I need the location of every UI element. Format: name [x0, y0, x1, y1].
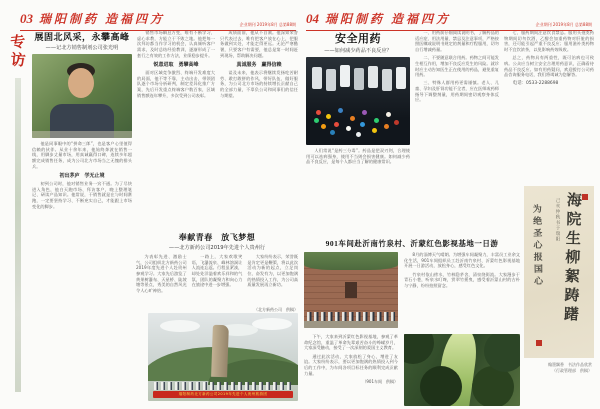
- portrait-face-shape: [68, 68, 94, 98]
- safety-article-subtitle: ——如何减少药品不良反应？: [324, 48, 392, 54]
- interview-paragraph: 销售市场瞬息万变，唯有不断学习、虚心求教，方能立于不败之地。他把每一次拜访都当作学习的机会，认真倾听客户需求，及时总结经验教训，逐渐形成了一套行之有效的工作方法，业绩稳步提升。: [137, 30, 215, 58]
- page-03: [8, 10, 298, 402]
- group-photo-monument: [148, 313, 298, 401]
- workshop-paragraph: 通过此次活动，大家放松了身心，增进了友谊。大家纷纷表示，要以更加饱满的热情投入到今后的工作中，为车间各项目标任务的顺利完成贡献力量。: [304, 353, 398, 376]
- margin-calligraphy-char: 访: [9, 52, 27, 70]
- safety-paragraph: 三、特殊人群用药更需谨慎。老人、儿童、孕妇及肝肾功能不全者，应在医师或药师指导下调整剂量，用药期间密切观察身体反应。: [415, 80, 499, 103]
- trip-paragraph: 大家纷纷表示，荣誉既是肯定更是鞭策，将以此次活动为新的起点，立足岗位、奋发有为，以更加饱满的热情投入工作，为公司高质量发展再立新功。: [247, 254, 298, 288]
- safety-paragraph: 总之，药物具有两重性，既可治病也可致病。公众应当树立安全合理用药意识，正确看待药品不良反应。如有用药疑问，欢迎拨打公司药品咨询服务电话，我们将竭诚为您解答。: [504, 55, 594, 78]
- masthead-brand: 瑞阳制药 造福四方: [39, 12, 166, 26]
- group-of-people: [154, 382, 292, 390]
- tree-canopy-shape: [304, 252, 398, 270]
- interview-paragraph: 面对区域竞争激烈、终端开发难度大的局面，他不等不靠，主动出击，带领团队逐个市场分析研判，制定差异化推广方案，先后开发重点终端客户数百家，区域销售额连年攀升，多次受到公司表彰。: [137, 69, 215, 98]
- interview-title: 展固北风采，永攀高峰: [34, 32, 130, 42]
- trip-article-subtitle: ——北方新药公司2019年先进个人贵州行: [168, 245, 266, 251]
- safety-column-1: [306, 30, 410, 238]
- safety-column-2: [415, 30, 499, 238]
- workshop-trip-article: [304, 238, 520, 402]
- margin-column: [8, 34, 28, 402]
- page-04: [304, 10, 594, 402]
- interview-paragraph: 谈及未来，他表示将继续发扬吃苦耐劳、敢打敢拼的作风，带好队伍、做好服务，为公司北方市场的持续增长贡献自己的全部力量，不辜负公司和同事们的信任与期望。: [220, 69, 298, 98]
- guizhou-trip-article: [136, 232, 298, 402]
- margin-decorative-strip: [15, 78, 21, 392]
- safety-paragraph: 二、不要随意联合用药。药物之间可能发生相互作用，增加不良反应发生的风险。就诊时应主动告知医生正在使用的药品，避免重复用药。: [415, 55, 499, 78]
- red-banner: 瑞阳制药北方新药公司2019年先进个人贵州旅游团: [153, 391, 293, 398]
- interview-subtitle: ——记北方销售制剂公司张光明: [45, 45, 119, 51]
- workshop-paragraph: 竹泉村依山傍水，竹林隐茅舍，清泉绕街流。大家漫步于青石小巷，听泉水叮咚，赏翠竹摇曳，感受着沂蒙山村的古朴与宁静，纷纷拍照留念。: [404, 271, 520, 288]
- foliage-shapes: [404, 334, 434, 364]
- medicine-bottles-photo: [306, 57, 410, 145]
- stone-monument-shape: [211, 325, 229, 378]
- ground-shape: [304, 321, 398, 328]
- interview-subhead: 初出茅庐 学无止境: [59, 172, 105, 179]
- trip-article-byline: （北方新药公司 供稿）: [254, 307, 298, 312]
- masthead-issue-info: 企业期刊 2019年8月 总第88期: [535, 22, 592, 27]
- trip-paragraph: 一路上，大家欢歌笑语，飞瀑流泉、峰林溶洞让人流连忘返。行程虽紧凑，却处处洋溢着欢乐祥和的气氛，团队的凝聚力和向心力在旅途中进一步增强。: [191, 254, 243, 288]
- calligraphy-artwork: [524, 186, 594, 358]
- interview-subhead: 真诚服务 赢得信赖: [236, 61, 282, 68]
- safety-paragraph: 人们常说“是药三分毒”。药品是把双刃剑，合理使用可以祛病强身，使用不当则会损害健康。如何减少药品不良反应，是每个人都应当了解的健康常识。: [306, 148, 410, 165]
- calligraphy-main-text: 海院生柳絮踌躇: [561, 191, 582, 326]
- portrait-path-shape: [32, 131, 132, 138]
- interview-subhead: 锐意进取 勇攀高峰: [153, 61, 199, 68]
- safety-article-title: 安全用药: [335, 33, 381, 45]
- safety-paragraph: 一、用药前仔细阅读说明书，了解药品的适应症、用法用量、禁忌及注意事项，严格按照医嘱或说明书规定的剂量和疗程服用，切勿自行增减药量。: [415, 30, 499, 53]
- interview-column-1: [32, 30, 132, 402]
- red-seal-stamp: [582, 194, 588, 200]
- page-03-header: [20, 10, 296, 31]
- group-photo-brick-building: [304, 252, 398, 328]
- margin-calligraphy-char: 专: [9, 34, 27, 52]
- interview-column-3: [220, 30, 298, 230]
- trip-article-columns: [136, 254, 298, 306]
- workshop-trip-title: 901车间赴沂南竹泉村、沂蒙红色影视基地一日游: [325, 239, 499, 248]
- workshop-trip-row-1: [304, 252, 520, 331]
- workshop-trip-text-2: [304, 334, 398, 406]
- trip-paragraph: 为表彰先进、激励士气，公司组织北方新药公司2019年度先进个人赴贵州参观学习。大家先后游览了黄果树瀑布、天星桥、陡坡塘等景点，秀美的自然风光令人心旷神怡。: [136, 254, 187, 294]
- calligraphy-inscription: 己亥仲秋书于瑞阳: [555, 198, 560, 242]
- workshop-trip-byline: （901车间 供稿）: [362, 378, 398, 384]
- doorway-shape: [345, 282, 357, 298]
- interview-paragraph: 他是同事眼中的“拼命三郎”，也是客户心里值得信赖的伙伴。从业十余年来，他始终奔波在销售一线，用脚步丈量市场，用真诚赢得口碑，连续多年超额完成销售任务，成为公司北方市场当之无愧的排头兵。: [32, 141, 132, 169]
- scattered-pills-shapes: [316, 110, 321, 115]
- masthead-brand: 瑞阳制药 造福四方: [325, 12, 452, 26]
- safety-column-3: [504, 30, 594, 180]
- workshop-trip-text-1: [404, 252, 520, 328]
- cloud-shape: [160, 320, 200, 332]
- page-04-header: [306, 10, 592, 31]
- calligraphy-secondary-text: 为绝圣心报国心: [531, 203, 544, 289]
- interview-paragraph: 初到公司时，他对销售业务一窍不通。为了尽快进入角色，他白天跑市场、拜访客户，晚上整理笔记、研读产品知识。他常说，干销售就是在与时间赛跑，一定要坚持学习、不断充实自己，才能跟上市场变化的脚步。: [32, 180, 132, 209]
- page-number: 03: [20, 11, 33, 26]
- masthead-issue-info: 企业期刊 2019年8月 总第88期: [239, 22, 296, 27]
- calligraphy-caption: （行政管理部 供稿）: [552, 368, 592, 374]
- workshop-paragraph: 8月的淄博天气晴朗。为增强车间凝聚力，丰富员工业余文化生活，901车间组织员工赴沂南竹泉村、沂蒙红色影视基地开展一日游活动，放松身心，感受红色文化。: [404, 252, 520, 269]
- group-of-people: [307, 312, 395, 321]
- interviewee-portrait-photo: [32, 54, 132, 138]
- calligraphy-captions: [452, 362, 592, 375]
- page-number: 04: [306, 11, 319, 26]
- safety-paragraph: 七、服药期间注意饮食禁忌。服用头孢类药物期间切勿饮酒，乙醇会加重药物对肝脏的损害，还可能引起严重不良反应；服用滋补类药物时不宜饮浓茶，以免影响药效吸收。: [504, 30, 594, 53]
- consult-phone-number: 电话：0533-2288698: [512, 81, 559, 87]
- interview-column-2: [137, 30, 215, 230]
- interview-paragraph: 成绩面前，他从不自满。他深知荣誉只代表过去，唯有把客户放在心上，把服务做到实处，才能走得更远。无论严寒酷暑，只要客户有需要，他总是第一时间赶到现场，帮助解决问题。: [220, 30, 298, 58]
- calligraphy-caption: 翰墨飘香 书法作品欣赏: [548, 362, 592, 367]
- workshop-paragraph: 下午，大家来到沂蒙红色影视基地，参观了革命纪念馆，重温了革命先辈艰苦奋斗的峥嵘岁月，大家深受触动，接受了一次深刻的爱国主义教育。: [304, 334, 398, 351]
- trip-article-title: 奉献青春 放飞梦想: [178, 233, 256, 242]
- medicine-bottles-shapes: [312, 67, 322, 89]
- red-seal-stamp: [536, 340, 542, 346]
